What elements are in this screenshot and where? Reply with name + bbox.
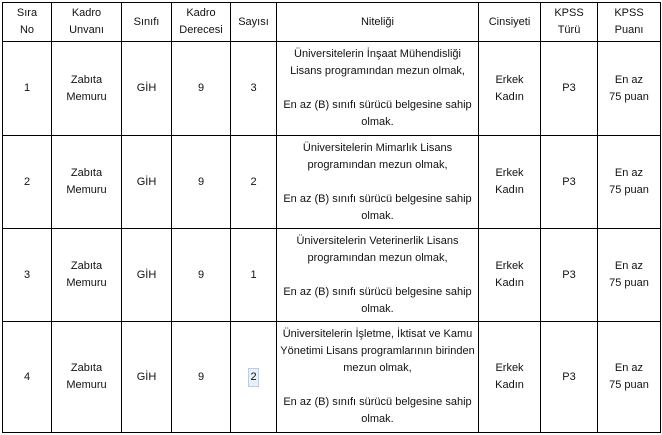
table-row bbox=[3, 229, 661, 322]
cell-sinifi: GİH bbox=[122, 322, 172, 433]
cell-kadro-derecesi: 9 bbox=[172, 42, 231, 136]
cell-kpss-puani: En az 75 puan bbox=[598, 322, 661, 433]
cell-niteligi: Üniversitelerin İnşaat Mühendisliği Lisans programından mezun olmak, En az (B) sınıfı sürücü belgesine sahip olmak. bbox=[277, 42, 479, 136]
header-kadro-derecesi: Kadro Derecesi bbox=[172, 3, 231, 42]
cell-niteligi: Üniversitelerin Veterinerlik Lisans programından mezun olmak, En az (B) sınıfı sürücü belgesine sahip olmak. bbox=[277, 229, 479, 322]
kadro-table bbox=[2, 2, 661, 433]
cell-sinifi: GİH bbox=[122, 136, 172, 229]
cell-cinsiyeti: Erkek Kadın bbox=[479, 229, 541, 322]
cell-kpss-puani: En az 75 puan bbox=[598, 229, 661, 322]
cell-sira-no: 2 bbox=[3, 136, 52, 229]
cell-sira-no: 4 bbox=[3, 322, 52, 433]
cell-cinsiyeti: Erkek Kadın bbox=[479, 42, 541, 136]
table-row bbox=[3, 136, 661, 229]
cell-kpss-puani: En az 75 puan bbox=[598, 136, 661, 229]
cell-niteligi: Üniversitelerin Mimarlık Lisans programından mezun olmak, En az (B) sınıfı sürücü belgesine sahip olmak. bbox=[277, 136, 479, 229]
cell-cinsiyeti: Erkek Kadın bbox=[479, 322, 541, 433]
cell-kpss-puani: En az 75 puan bbox=[598, 42, 661, 136]
table-row bbox=[3, 322, 661, 433]
header-sira-no: Sıra No bbox=[3, 3, 52, 42]
cell-sira-no: 1 bbox=[3, 42, 52, 136]
cell-kadro-derecesi: 9 bbox=[172, 136, 231, 229]
header-niteligi: Niteliği bbox=[277, 3, 479, 42]
cell-kpss-turu: P3 bbox=[541, 229, 598, 322]
cell-sayisi: 1 bbox=[231, 229, 277, 322]
cell-sira-no: 3 bbox=[3, 229, 52, 322]
cell-kpss-turu: P3 bbox=[541, 322, 598, 433]
cell-sinifi: GİH bbox=[122, 42, 172, 136]
cell-kadro-unvani: Zabıta Memuru bbox=[52, 136, 122, 229]
header-cinsiyeti: Cinsiyeti bbox=[479, 3, 541, 42]
header-kpss-turu: KPSS Türü bbox=[541, 3, 598, 42]
cell-kadro-derecesi: 9 bbox=[172, 322, 231, 433]
cell-sayisi: 3 bbox=[231, 42, 277, 136]
header-kpss-puani: KPSS Puanı bbox=[598, 3, 661, 42]
cell-kadro-unvani: Zabıta Memuru bbox=[52, 322, 122, 433]
cell-kpss-turu: P3 bbox=[541, 42, 598, 136]
header-row bbox=[3, 3, 661, 42]
cell-kpss-turu: P3 bbox=[541, 136, 598, 229]
cell-sinifi: GİH bbox=[122, 229, 172, 322]
cell-kadro-unvani: Zabıta Memuru bbox=[52, 42, 122, 136]
selected-value[interactable]: 2 bbox=[249, 369, 257, 386]
cell-niteligi: Üniversitelerin İşletme, İktisat ve Kamu Yönetimi Lisans programlarının birinden mezun olmak, En az (B) sınıfı sürücü belgesine sahip olmak. bbox=[277, 322, 479, 433]
cell-sayisi: 2 bbox=[231, 136, 277, 229]
cell-kadro-derecesi: 9 bbox=[172, 229, 231, 322]
header-sayisi: Sayısı bbox=[231, 3, 277, 42]
table-row bbox=[3, 42, 661, 136]
cell-kadro-unvani: Zabıta Memuru bbox=[52, 229, 122, 322]
header-sinifi: Sınıfı bbox=[122, 3, 172, 42]
header-kadro-unvani: Kadro Unvanı bbox=[52, 3, 122, 42]
cell-cinsiyeti: Erkek Kadın bbox=[479, 136, 541, 229]
cell-sayisi bbox=[231, 322, 277, 433]
